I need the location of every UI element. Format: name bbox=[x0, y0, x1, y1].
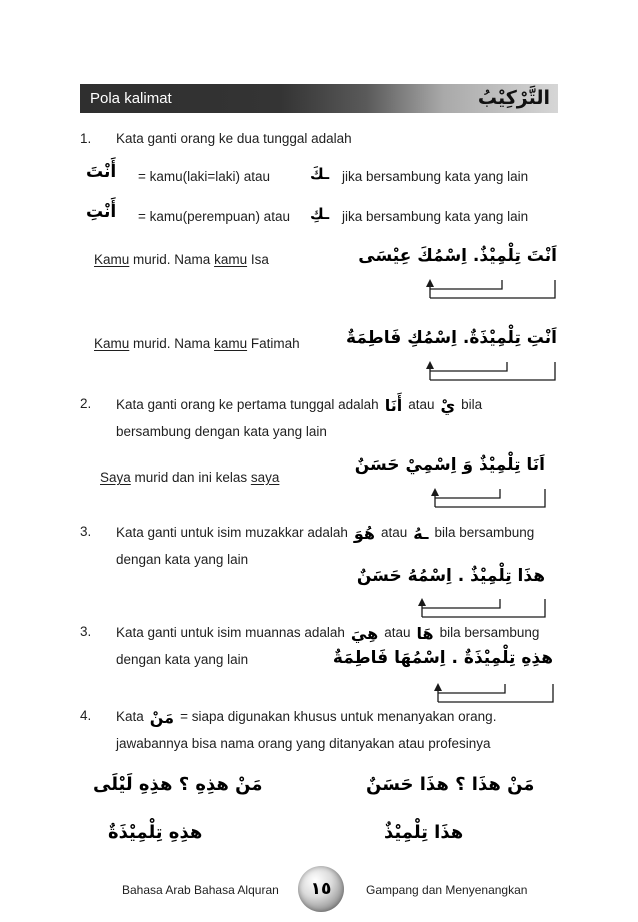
suffix-2nd-male-arabic: ـكَ bbox=[310, 165, 330, 183]
suffix-3rd-male-arabic: ـهُ bbox=[413, 524, 429, 543]
section-4-heading-line2: jawabannya bisa nama orang yang ditanyakan atau profesinya bbox=[116, 736, 491, 751]
example-2nd-male-arabic: اَنْتَ تِلْمِيْذٌ. اِسْمُكَ عِيْسَى bbox=[358, 246, 557, 266]
text-run: atau bbox=[384, 625, 411, 640]
text-run: Kata ganti orang ke pertama tunggal adalah bbox=[116, 397, 379, 412]
pronoun-2nd-male-meaning: = kamu(laki=laki) atau bbox=[138, 169, 271, 184]
text-run: bila bersambung bbox=[439, 625, 540, 640]
text-run: atau bbox=[408, 397, 435, 412]
example-1st-arabic: اَنَا تِلْمِيْذٌ وَ اِسْمِيْ حَسَنٌ bbox=[354, 455, 545, 475]
question-word-arabic: مَنْ bbox=[149, 708, 175, 727]
suffix-2nd-female-arabic: ـكِ bbox=[310, 205, 330, 223]
footer-tagline: Gampang dan Menyenangkan bbox=[366, 883, 528, 897]
text-run: bila bersambung bbox=[434, 525, 535, 540]
text-run: murid dan ini kelas bbox=[130, 470, 251, 485]
footer-series-title: Bahasa Arab Bahasa Alquran bbox=[122, 883, 279, 897]
section-2-heading-line2: bersambung dengan kata yang lain bbox=[116, 424, 327, 439]
text-run: Kata ganti untuk isim muzakkar adalah bbox=[116, 525, 348, 540]
suffix-2nd-female-note: jika bersambung kata yang lain bbox=[342, 209, 529, 224]
section-3b-number: 3. bbox=[80, 624, 92, 639]
qa-right-answer: هذَا تِلْمِيْذٌ bbox=[384, 822, 464, 843]
section-3b-heading bbox=[116, 624, 539, 644]
pronoun-3rd-male-arabic: هُوَ bbox=[353, 524, 375, 543]
suffix-3rd-female-arabic: هَا bbox=[416, 624, 434, 643]
text-run: Isa bbox=[247, 252, 269, 267]
pronoun-3rd-female-arabic: هِيَ bbox=[350, 624, 379, 643]
qa-right-question: مَنْ هذَا ؟ هذَا حَسَنٌ bbox=[366, 774, 535, 795]
reference-arrow bbox=[400, 681, 555, 709]
underlined-word: kamu bbox=[214, 336, 248, 351]
reference-arrow bbox=[392, 596, 547, 624]
example-3rd-female-arabic: هذِهِ تِلْمِيْذَةٌ . اِسْمُهَا فَاطِمَةٌ bbox=[332, 648, 553, 668]
underlined-word: Kamu bbox=[94, 252, 130, 267]
reference-arrow bbox=[425, 486, 547, 514]
page-number-badge bbox=[298, 866, 344, 912]
text-run: Kata bbox=[116, 709, 144, 724]
text-run: bila bbox=[461, 397, 483, 412]
pronoun-2nd-female-meaning: = kamu(perempuan) atau bbox=[138, 209, 290, 224]
pronoun-1st-arabic: أَنَا bbox=[384, 396, 403, 415]
section-3-heading-line2: dengan kata yang lain bbox=[116, 552, 249, 567]
example-2nd-female-latin bbox=[94, 336, 300, 353]
example-2nd-female-arabic: اَنْتِ تِلْمِيْذَةٌ. اِسْمُكِ فَاطِمَةٌ bbox=[346, 328, 557, 348]
pronoun-2nd-male-arabic: أَنْتَ bbox=[86, 162, 117, 182]
section-4-heading bbox=[116, 708, 496, 728]
text-run: Fatimah bbox=[247, 336, 300, 351]
underlined-word: Saya bbox=[100, 470, 131, 485]
example-2nd-male-latin bbox=[94, 252, 269, 269]
underlined-word: kamu bbox=[214, 252, 248, 267]
section-3-heading bbox=[116, 524, 534, 544]
suffix-2nd-male-note: jika bersambung kata yang lain bbox=[342, 169, 529, 184]
suffix-1st-arabic: يْ bbox=[440, 396, 456, 415]
page-title-bar bbox=[80, 84, 558, 113]
qa-left-question: مَنْ هذِهِ ؟ هذِهِ لَيْلَى bbox=[93, 774, 263, 795]
text-run: murid. Nama bbox=[129, 252, 215, 267]
section-4-number: 4. bbox=[80, 708, 92, 723]
section-1-number: 1. bbox=[80, 131, 92, 146]
section-3-number: 3. bbox=[80, 524, 92, 539]
text-run: Kata ganti untuk isim muannas adalah bbox=[116, 625, 345, 640]
example-3rd-male-arabic: هذَا تِلْمِيْذٌ . اِسْمُهُ حَسَنٌ bbox=[356, 566, 545, 586]
section-2-heading bbox=[116, 396, 482, 416]
reference-arrow bbox=[342, 277, 557, 305]
section-1-heading: Kata ganti orang ke dua tunggal adalah bbox=[116, 131, 352, 146]
text-run: atau bbox=[381, 525, 408, 540]
page-title-arabic: التَّرْكِيْبُ bbox=[477, 87, 550, 109]
underlined-word: saya bbox=[250, 470, 280, 485]
page-number: ١٥ bbox=[310, 879, 332, 899]
reference-arrow bbox=[357, 359, 557, 387]
text-run: = siapa digunakan khusus untuk menanyakan orang. bbox=[180, 709, 497, 724]
underlined-word: Kamu bbox=[94, 336, 130, 351]
text-run: murid. Nama bbox=[129, 336, 215, 351]
example-1st-latin bbox=[100, 470, 279, 487]
page-title: Pola kalimat bbox=[90, 90, 172, 107]
qa-left-answer: هذِهِ تِلْمِيْذَةٌ bbox=[108, 822, 203, 843]
section-2-number: 2. bbox=[80, 396, 92, 411]
section-3b-heading-line2: dengan kata yang lain bbox=[116, 652, 249, 667]
pronoun-2nd-female-arabic: أَنْتِ bbox=[86, 202, 117, 222]
